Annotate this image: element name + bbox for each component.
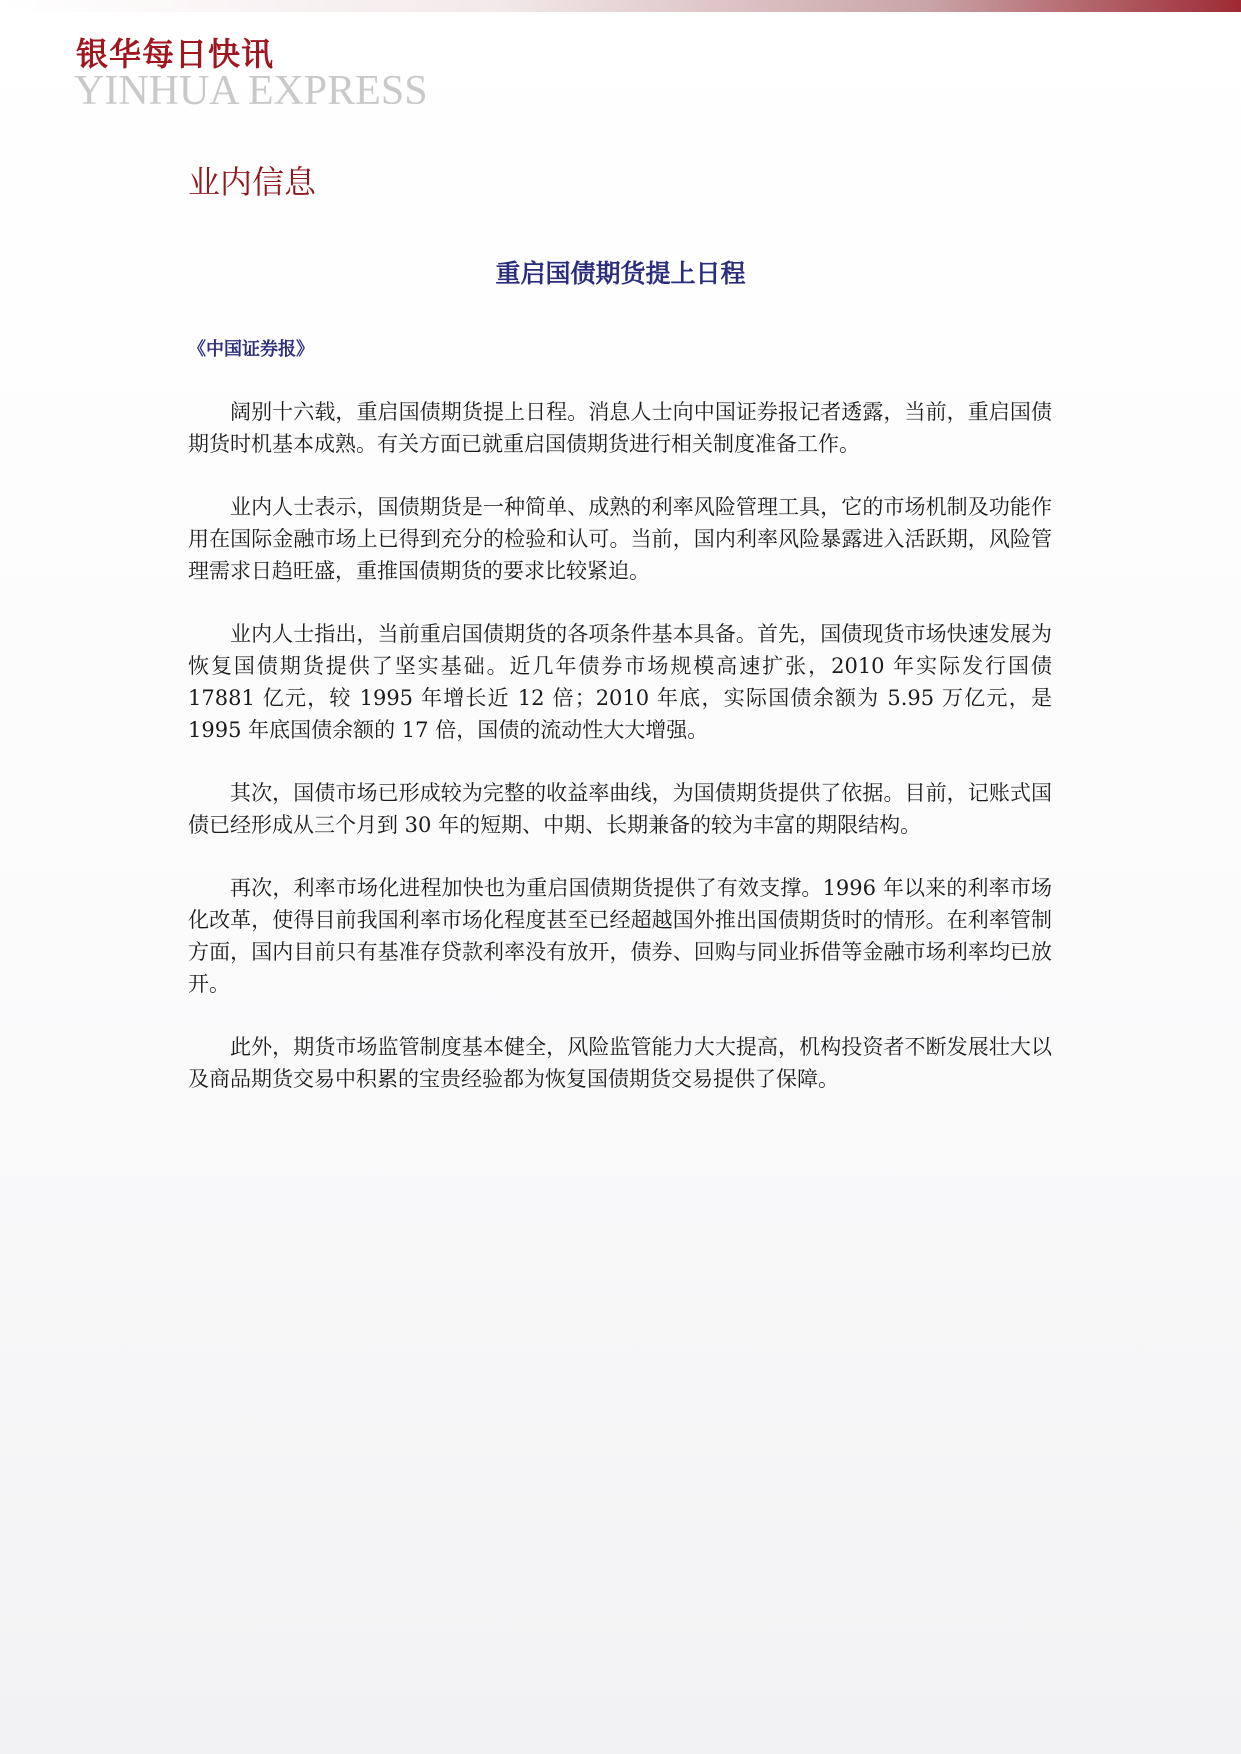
brand-logo-en: YINHUA EXPRESS xyxy=(74,68,428,114)
article-paragraph: 业内人士表示，国债期货是一种简单、成熟的利率风险管理工具，它的市场机制及功能作用在国际金融市场上已得到充分的检验和认可。当前，国内利率风险暴露进入活跃期，风险管理需求日趋旺盛，重推国债期货的要求比较紧迫。 xyxy=(188,495,1052,583)
article-paragraph: 再次，利率市场化进程加快也为重启国债期货提供了有效支撑。1996 年以来的利率市场化改革，使得目前我国利率市场化程度甚至已经超越国外推出国债期货时的情形。在利率管制方面，国内目前只有基准存贷款利率没有放开，债券、回购与同业拆借等金融市场利率均已放开。 xyxy=(188,876,1052,996)
article-title: 重启国债期货提上日程 xyxy=(495,259,746,288)
article-body xyxy=(188,396,1052,1126)
section-title: 业内信息 xyxy=(188,163,317,201)
article-source: 《中国证券报》 xyxy=(188,339,314,360)
article-paragraph: 此外，期货市场监管制度基本健全，风险监管能力大大提高，机构投资者不断发展壮大以及商品期货交易中积累的宝贵经验都为恢复国债期货交易提供了保障。 xyxy=(188,1035,1052,1091)
brand-logo-cn: 银华每日快讯 xyxy=(76,35,275,73)
article-paragraph: 业内人士指出，当前重启国债期货的各项条件基本具备。首先，国债现货市场快速发展为恢复国债期货提供了坚实基础。近几年债券市场规模高速扩张，2010 年实际发行国债 17881 亿元，较 1995 年增长近 12 倍；2010 年底，实际国债余额为 5.95 万亿元，是 1995 年底国债余额的 17 倍，国债的流动性大大增强。 xyxy=(188,622,1052,742)
article-paragraph: 阔别十六载，重启国债期货提上日程。消息人士向中国证券报记者透露，当前，重启国债期货时机基本成熟。有关方面已就重启国债期货进行相关制度准备工作。 xyxy=(188,400,1052,456)
header-accent-bar xyxy=(0,0,1241,12)
article-paragraph: 其次，国债市场已形成较为完整的收益率曲线，为国债期货提供了依据。目前，记账式国债已经形成从三个月到 30 年的短期、中期、长期兼备的较为丰富的期限结构。 xyxy=(188,781,1052,837)
